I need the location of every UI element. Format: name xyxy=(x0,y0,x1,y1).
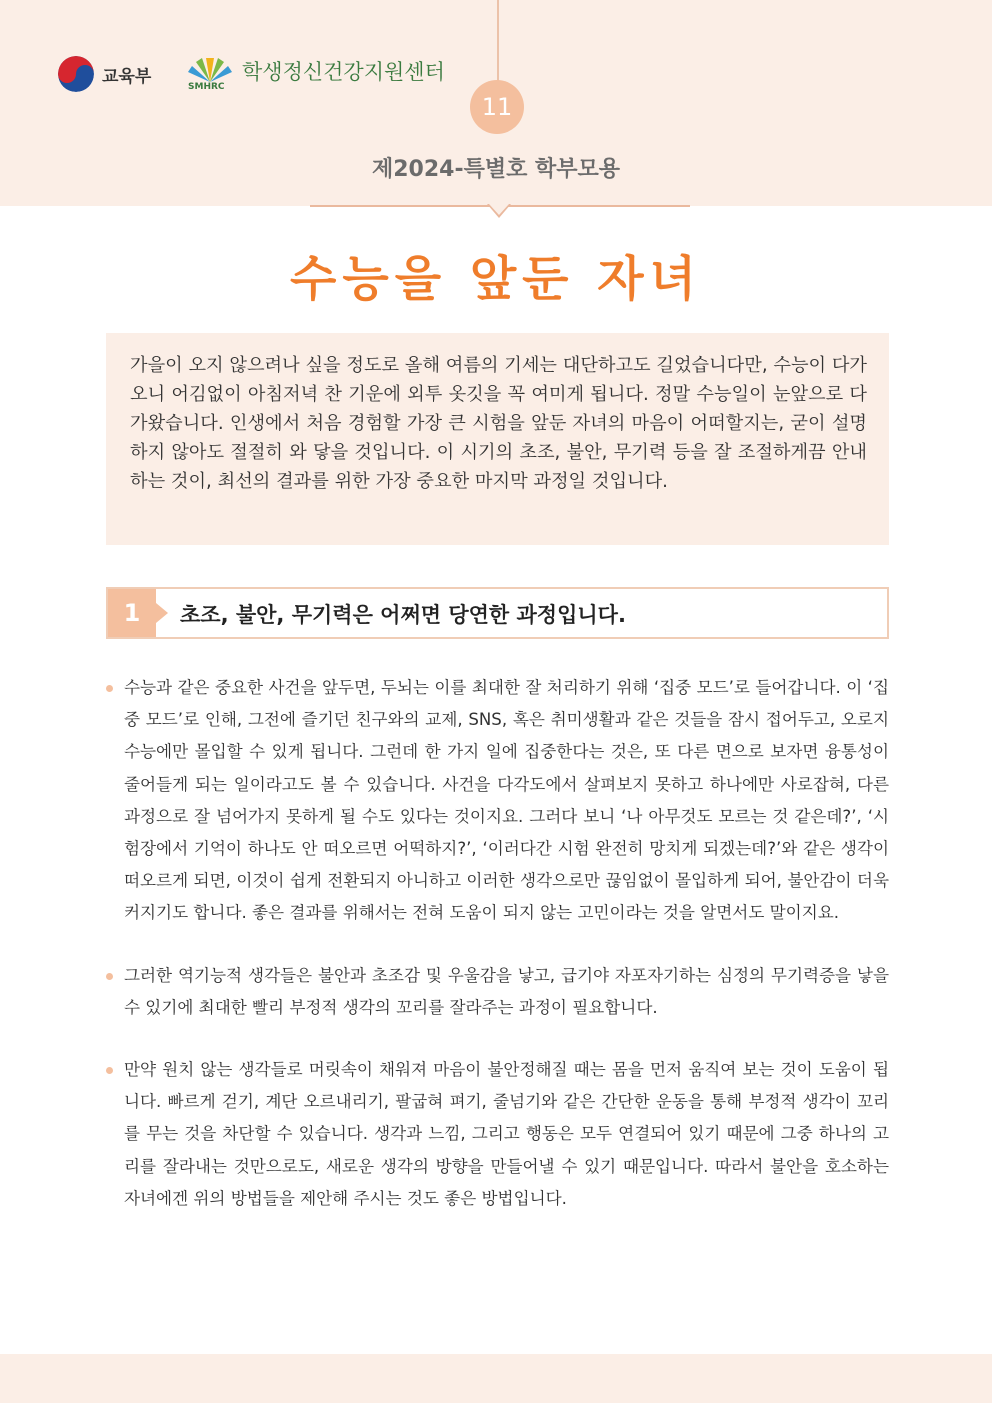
list-item xyxy=(106,672,889,930)
intro-box xyxy=(106,333,889,545)
center-name: 학생정신건강지원센터 xyxy=(242,60,445,84)
issue-number-badge: 11 xyxy=(470,80,524,134)
center-abbreviation: SMHRC xyxy=(188,82,225,92)
bullet-text: 만약 원치 않는 생각들로 머릿속이 채워져 마음이 불안정해질 때는 몸을 먼저 움직여 보는 것이 도움이 됩니다. 빠르게 걷기, 계단 오르내리기, 팔굽혀 펴기, 줄넘기와 같은 간단한 운동을 통해 부정적 생각이 꼬리를 무는 것을 차단할 수 있습니다. 생각과 느낌, 그리고 행동은 모두 연결되어 있기 때문에 그중 하나의 고리를 잘라내는 것만으로도, 새로운 생각의 방향을 만들어낼 수 있기 때문입니다. 따라서 불안을 호소하는 자녀에겐 위의 방법들을 제안해 주시는 것도 좋은 방법입니다. xyxy=(124,1060,889,1208)
page-title: 수능을 앞둔 자녀 xyxy=(290,251,702,307)
bullet-dot-icon xyxy=(106,973,113,980)
section-title: 초조, 불안, 무기력은 어쩌면 당연한 과정입니다. xyxy=(180,603,626,627)
bullet-list xyxy=(106,672,889,1245)
section-arrow-icon xyxy=(156,603,168,623)
intro-text: 가을이 오지 않으려나 싶을 정도로 올해 여름의 기세는 대단하고도 길었습니다만, 수능이 다가오니 어김없이 아침저녁 찬 기운에 외투 옷깃을 꼭 여미게 됩니다. 정말 수능일이 눈앞으로 다가왔습니다. 인생에서 처음 경험할 가장 큰 시험을 앞둔 자녀의 마음이 어떠할지는, 굳이 설명하지 않아도 절절히 와 닿을 것입니다. 이 시기의 초조, 불안, 무기력 등을 잘 조절하게끔 안내하는 것이, 최선의 결과를 위한 가장 중요한 마지막 과정일 것입니다. xyxy=(130,355,868,492)
list-item xyxy=(106,960,889,1024)
footer-band xyxy=(0,1354,992,1403)
header-divider-line xyxy=(497,0,499,84)
bullet-dot-icon xyxy=(106,685,113,692)
bullet-dot-icon xyxy=(106,1067,113,1074)
list-item xyxy=(106,1054,889,1215)
section-header xyxy=(106,587,889,639)
taegeuk-icon xyxy=(58,56,94,92)
ministry-name: 교육부 xyxy=(102,66,152,87)
bullet-text: 그러한 역기능적 생각들은 불안과 초조감 및 우울감을 낳고, 급기야 자포자기하는 심정의 무기력증을 낳을 수 있기에 최대한 빨리 부정적 생각의 꼬리를 잘라주는 과정이 필요합니다. xyxy=(124,965,889,1017)
bullet-text: 수능과 같은 중요한 사건을 앞두면, 두뇌는 이를 최대한 잘 처리하기 위해 ‘집중 모드’로 들어갑니다. 이 ‘집중 모드’로 인해, 그전에 즐기던 친구와의 교제, SNS, 혹은 취미생활과 같은 것들을 잠시 접어두고, 오로지 수능에만 몰입할 수 있게 됩니다. 그런데 한 가지 일에 집중한다는 것은, 또 다른 면으로 보자면 융통성이 줄어들게 되는 일이라고도 볼 수 있습니다. 사건을 다각도에서 살펴보지 못하고 하나에만 사로잡혀, 다른 과정으로 잘 넘어가지 못하게 될 수도 있다는 것이지요. 그러다 보니 ‘나 아무것도 모르는 것 같은데?’, ‘시험장에서 기억이 하나도 안 떠오르면 어떡하지?’, ‘이러다간 시험 완전히 망치게 되겠는데?’와 같은 생각이 떠오르게 되면, 이것이 쉽게 전환되지 아니하고 이러한 생각으로만 끊임없이 몰입하게 되어, 불안감이 더욱 커지기도 합니다. 좋은 결과를 위해서는 전혀 도움이 되지 않는 고민이라는 것을 알면서도 말이지요. xyxy=(124,678,889,923)
center-logo xyxy=(186,52,445,94)
underline-notch-inner xyxy=(489,204,509,215)
ministry-logo xyxy=(58,56,151,92)
section-number: 1 xyxy=(108,589,156,637)
issue-label: 제2024-특별호 학부모용 xyxy=(371,157,621,182)
sunburst-icon xyxy=(186,52,234,94)
